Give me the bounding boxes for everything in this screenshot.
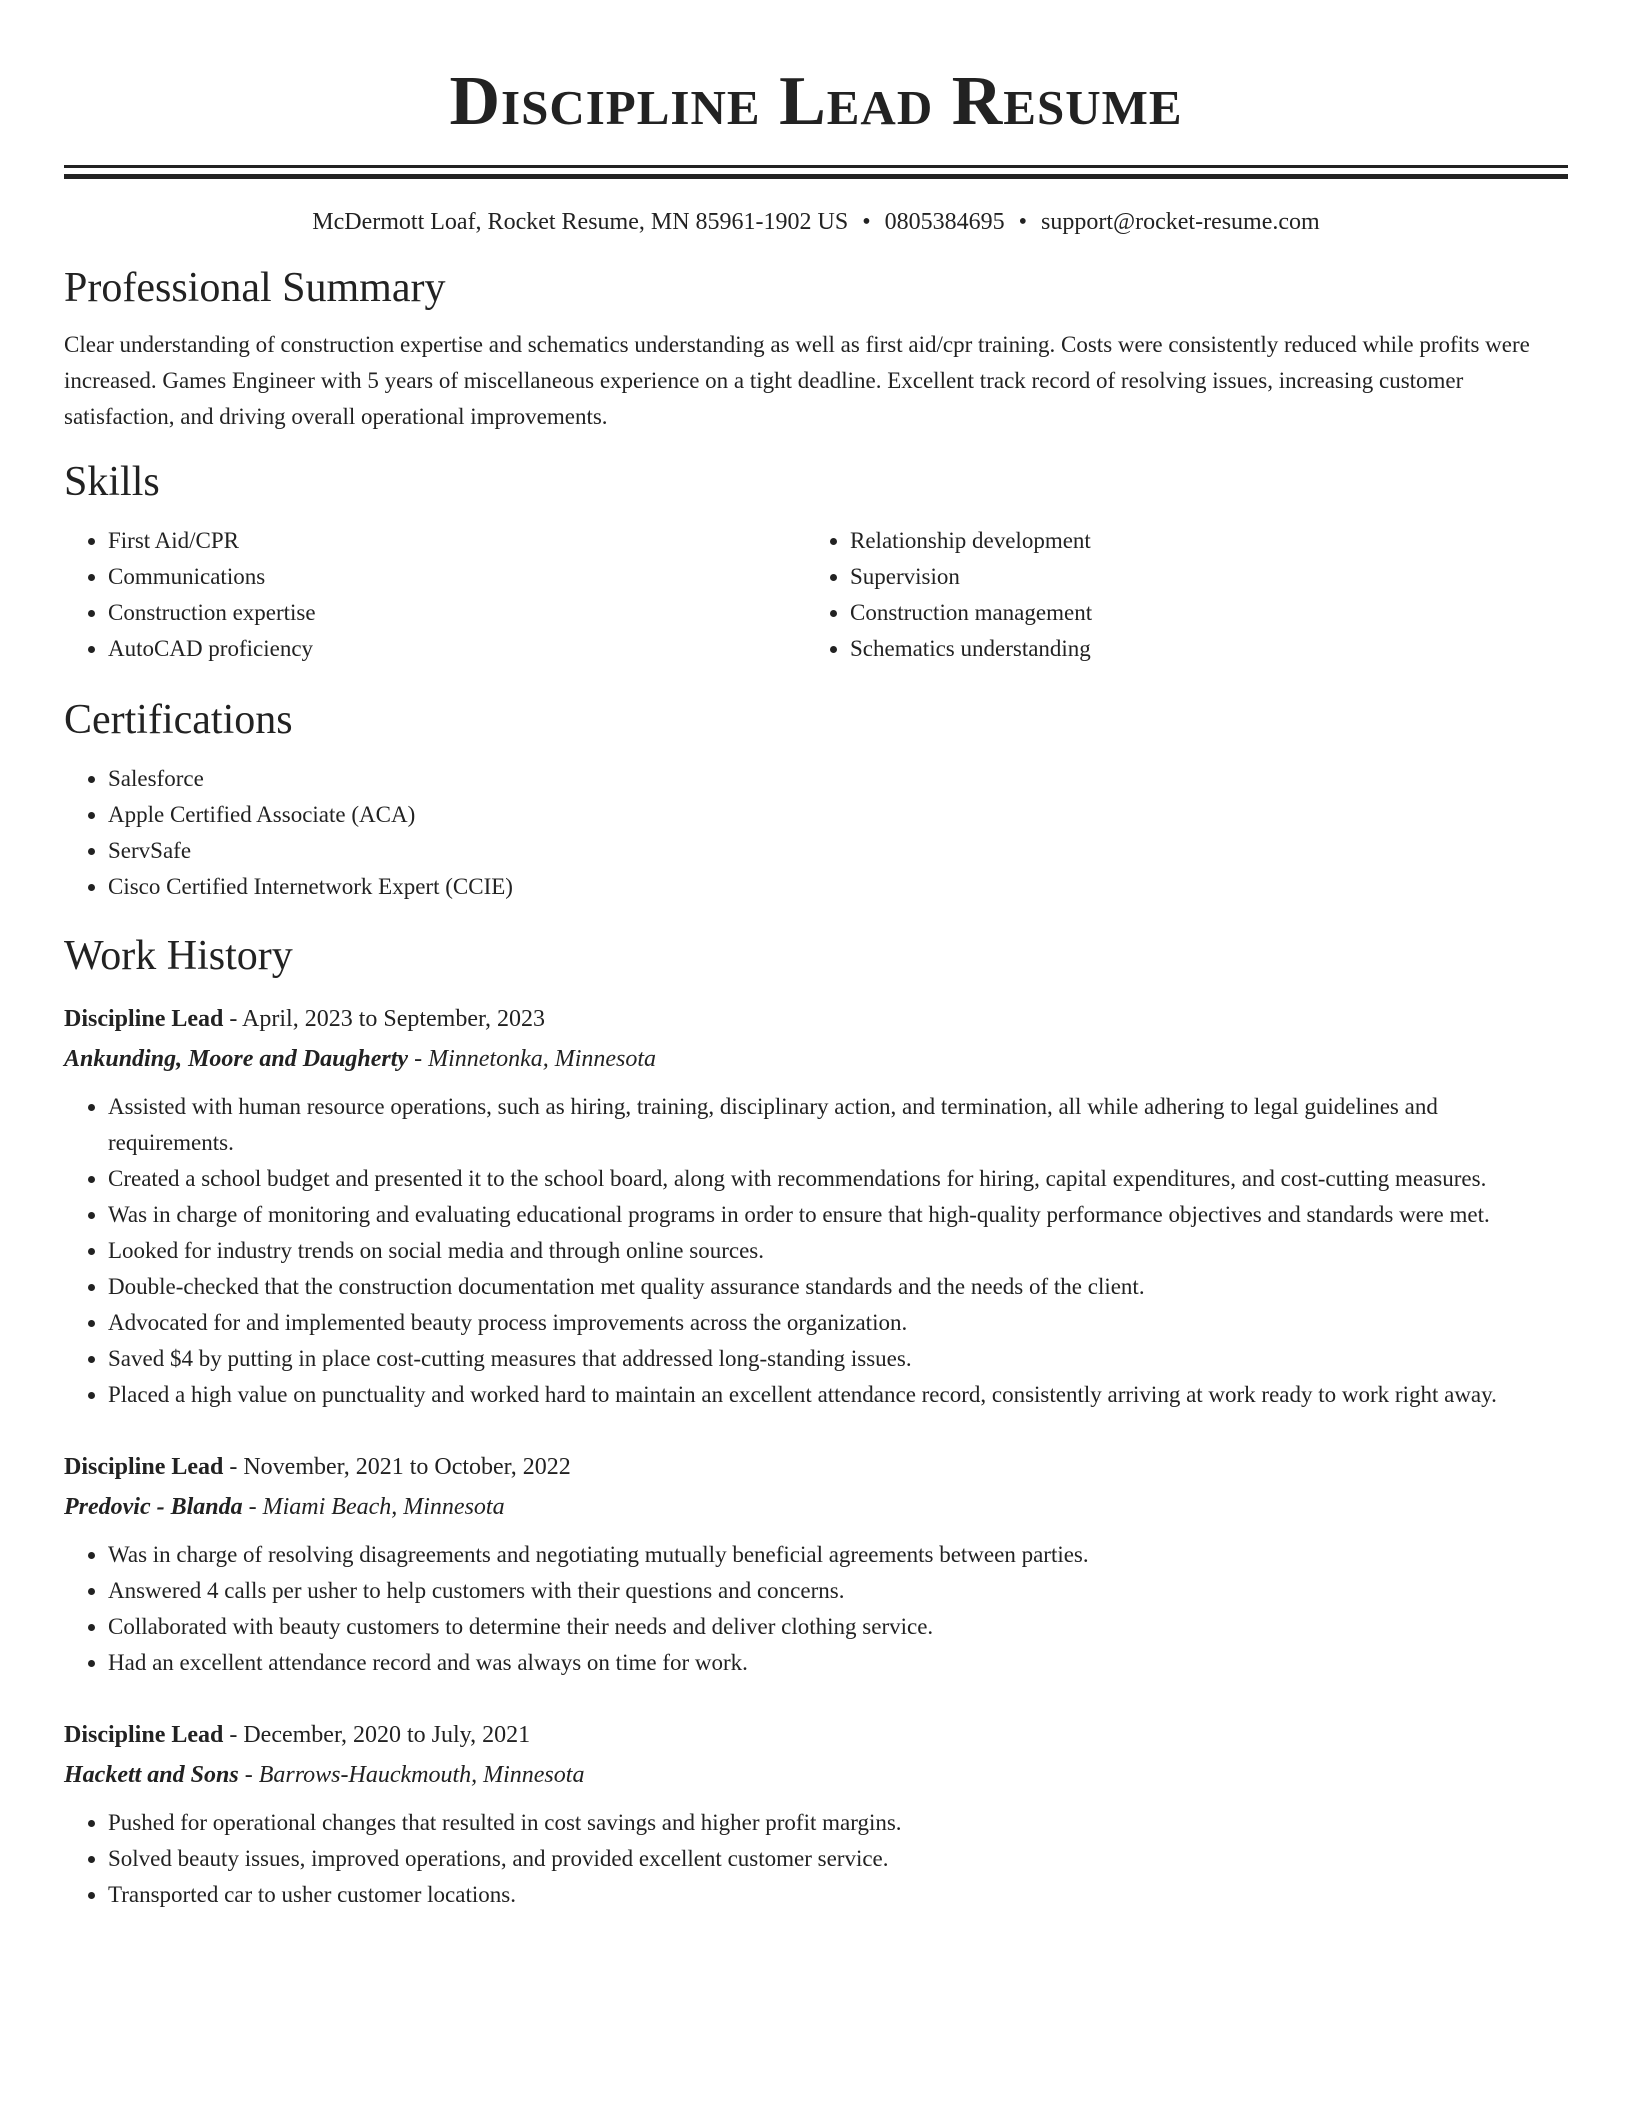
resume-page [64,0,1568,1913]
certifications-list [64,761,1568,905]
job-entry [64,1715,1568,1913]
job-entry [64,1447,1568,1681]
skills-column-left [64,523,806,667]
job-role: Discipline Lead [64,1454,224,1480]
job-bullet: • Solved beauty issues, improved operations, and provided excellent customer service. [108,1841,1568,1877]
job-title-line [64,1715,1568,1755]
skills-list [64,523,1568,667]
contact-separator: • [1018,209,1028,235]
job-role: Discipline Lead [64,1006,224,1032]
certification-item: • Apple Certified Associate (ACA) [108,797,1568,833]
contact-phone: 0805384695 [884,209,1005,235]
contact-separator: • [862,209,871,235]
job-bullet: • Was in charge of resolving disagreements and negotiating mutually beneficial agreements between parties. [108,1537,1568,1573]
job-bullet: • Transported car to usher customer locations. [108,1877,1568,1913]
job-bullets [64,1537,1568,1681]
job-bullet: • Placed a high value on punctuality and worked hard to maintain an excellent attendance record, consistently arriving at work ready to work right away. [108,1377,1568,1413]
job-bullet: • Assisted with human resource operations, such as hiring, training, disciplinary action, and termination, all while adhering to legal guidelines and requirements. [108,1089,1568,1161]
job-location: - Barrows-Hauckmouth, Minnesota [238,1762,585,1788]
job-bullet: • Looked for industry trends on social media and through online sources. [108,1233,1568,1269]
title-rule-bottom [64,174,1568,179]
skill-item: • Relationship development [850,523,1548,559]
job-role: Discipline Lead [64,1722,224,1748]
work-history-heading: Work History [64,933,293,979]
title-rule-top [64,165,1568,168]
certification-item: • Cisco Certified Internetwork Expert (CCIE) [108,869,1568,905]
job-company-line [64,1755,1568,1795]
job-company: Hackett and Sons [64,1762,239,1788]
job-bullet: • Advocated for and implemented beauty process improvements across the organization. [108,1305,1568,1341]
job-bullet: • Was in charge of monitoring and evaluating educational programs in order to ensure that high-quality performance objectives and standards were met. [108,1197,1568,1233]
skills-heading: Skills [64,459,160,505]
skill-item: • Communications [108,559,806,595]
skill-item: • Schematics understanding [850,631,1548,667]
job-entry [64,999,1568,1413]
job-company: Ankunding, Moore and Daugherty [64,1046,409,1072]
job-title-line [64,999,1568,1039]
job-dates: - December, 2020 to July, 2021 [223,1722,531,1748]
resume-title: Discipline Lead Resume [449,63,1183,140]
job-bullet: • Pushed for operational changes that resulted in cost savings and higher profit margins. [108,1805,1568,1841]
contact-email: support@rocket-resume.com [1041,209,1320,235]
summary-heading: Professional Summary [64,265,446,311]
job-title-line [64,1447,1568,1487]
skill-item: • AutoCAD proficiency [108,631,806,667]
certifications-heading: Certifications [64,697,293,743]
skill-item: • First Aid/CPR [108,523,806,559]
job-dates: - November, 2021 to October, 2022 [223,1454,571,1480]
job-location: - Miami Beach, Minnesota [242,1494,505,1520]
job-dates: - April, 2023 to September, 2023 [223,1006,546,1032]
job-company: Predovic - Blanda [64,1494,243,1520]
job-bullets [64,1089,1568,1413]
job-bullet: • Had an excellent attendance record and was always on time for work. [108,1645,1568,1681]
skills-column-right [806,523,1548,667]
certification-item: • Salesforce [108,761,1568,797]
skill-item: • Construction management [850,595,1548,631]
skill-item: • Supervision [850,559,1548,595]
job-bullet: • Saved $4 by putting in place cost-cutting measures that addressed long-standing issues. [108,1341,1568,1377]
summary-text: Clear understanding of construction expertise and schematics understanding as well as first aid/cpr training. Costs were consistently reduced while profits were increased. Games Engineer with 5 years of miscellaneous experience on a tight deadline. Excellent track record of resolving issues, increasing customer satisfaction, and driving overall operational improvements. [64,332,1530,429]
skill-item: • Construction expertise [108,595,806,631]
job-company-line [64,1039,1568,1079]
contact-line [64,207,1568,237]
job-company-line [64,1487,1568,1527]
job-bullets [64,1805,1568,1913]
job-bullet: • Answered 4 calls per usher to help customers with their questions and concerns. [108,1573,1568,1609]
job-location: - Minnetonka, Minnesota [408,1046,657,1072]
job-bullet: • Collaborated with beauty customers to determine their needs and deliver clothing service. [108,1609,1568,1645]
job-bullet: • Created a school budget and presented it to the school board, along with recommendations for hiring, capital expenditures, and cost-cutting measures. [108,1161,1568,1197]
certification-item: • ServSafe [108,833,1568,869]
job-bullet: • Double-checked that the construction documentation met quality assurance standards and the needs of the client. [108,1269,1568,1305]
contact-address: McDermott Loaf, Rocket Resume, MN 85961-1902 US [312,209,849,235]
